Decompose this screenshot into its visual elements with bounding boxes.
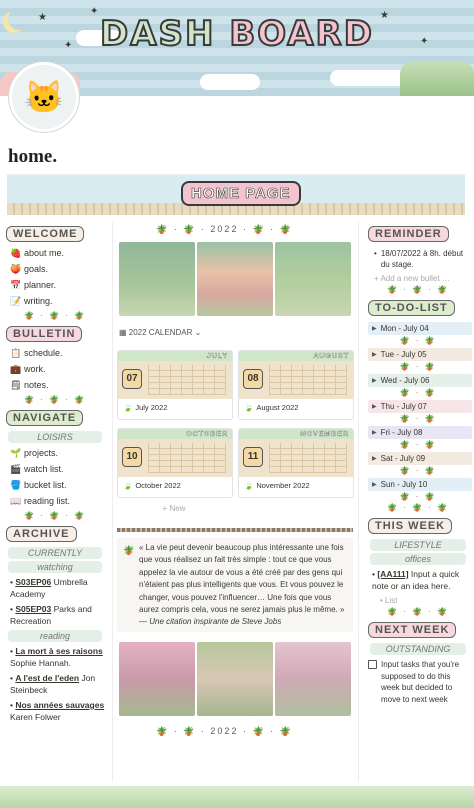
todo-day-toggle[interactable] — [368, 374, 472, 387]
item-title[interactable]: A l'est de l'eden — [15, 673, 80, 683]
homepage-label: HOME PAGE — [181, 181, 301, 206]
link-goals[interactable] — [10, 261, 110, 277]
divider-line — [117, 528, 353, 532]
avatar[interactable]: 🐱 — [9, 62, 79, 132]
link-notes[interactable] — [10, 377, 110, 393]
calendar-grid — [148, 443, 226, 473]
year-bottom-decoration: 🪴 · 🪴 · 2022 · 🪴 · 🪴 — [156, 726, 293, 736]
link-label: reading list. — [24, 496, 71, 506]
reminder-item: • 18/07/2022 à 8h. début du stage. — [374, 249, 464, 269]
toggle-triangle-icon[interactable]: ▶ — [372, 378, 377, 384]
page-icon: 🍑 — [10, 264, 22, 274]
card-cover — [239, 429, 353, 477]
cloud-icon — [200, 74, 260, 90]
link-planner[interactable] — [10, 277, 110, 293]
task-checkbox-row[interactable]: Input tasks that you're supposed to do this week but decided to move to next week — [368, 659, 470, 705]
link-label: projects. — [24, 448, 59, 458]
calendar-grid — [269, 443, 347, 473]
calendar-card[interactable] — [117, 350, 233, 420]
todo-day-toggle[interactable] — [368, 452, 472, 465]
todo-day-toggle[interactable] — [368, 400, 472, 413]
add-bullet[interactable]: + Add a new bullet … — [374, 274, 450, 283]
page-icon: 🗒 — [10, 380, 22, 390]
list-item-placeholder[interactable]: • List — [380, 596, 398, 605]
link-about-me[interactable] — [10, 245, 110, 261]
divider-decoration: 🪴 · 🪴 — [399, 362, 437, 371]
toggle-triangle-icon[interactable]: ▶ — [372, 326, 377, 332]
leaf-icon: 🍃 — [123, 403, 133, 412]
card-month: OCTOBER — [186, 431, 228, 438]
page-icon: 📖 — [10, 496, 22, 506]
footer-grass — [0, 786, 474, 808]
todo-list — [362, 322, 474, 501]
divider-decoration: 🪴 · 🪴 · 🪴 — [386, 503, 450, 512]
leaf-icon: 🍃 — [123, 481, 133, 490]
toggle-triangle-icon[interactable]: ▶ — [372, 404, 377, 410]
quote-callout: 🪴 « La vie peut devenir beaucoup plus intéressante une fois que vous réalisez un fait très simple : tout ce que vous appelez la vie autour de vous a été créé par des gens qui n'étaient pas plus intelligents que vous. Et vous pouvez le changer, vous pouvez l'influencer… Une fois que vous aurez compris cela, vous ne serez jamais plus le même. » — Une citation inspirante de Steve Jobs — [117, 538, 353, 632]
item-title[interactable]: S03EP06 — [15, 577, 52, 587]
toggle-triangle-icon[interactable]: ▶ — [372, 430, 377, 436]
reminder-list — [362, 248, 474, 270]
card-title: October 2022 — [135, 481, 181, 490]
nextweek-header: NEXT WEEK — [368, 622, 456, 638]
link-schedule[interactable] — [10, 345, 110, 361]
card-month: NOVEMBER — [300, 431, 349, 438]
divider-decoration: 🪴 · 🪴 — [399, 492, 437, 501]
left-column — [0, 222, 110, 726]
toggle-triangle-icon[interactable]: ▶ — [372, 456, 377, 462]
watching-label: watching — [8, 561, 102, 573]
todo-day-label: Fri - July 08 — [380, 428, 423, 437]
toggle-triangle-icon[interactable]: ▶ — [372, 352, 377, 358]
lifestyle-label: LIFESTYLE — [370, 539, 466, 551]
reading-list — [0, 645, 110, 723]
checkbox[interactable] — [368, 660, 377, 669]
calendar-card[interactable] — [238, 350, 354, 420]
card-month: JULY — [206, 353, 228, 360]
todo-day-label: Tue - July 05 — [380, 350, 427, 359]
item-detail: Umbrella Academy — [10, 577, 88, 599]
item-title[interactable]: [AA111] — [377, 569, 409, 579]
moon-icon — [8, 8, 30, 30]
year-top-decoration: 🪴 · 🪴 · 2022 · 🪴 · 🪴 — [156, 224, 293, 234]
link-work[interactable] — [10, 361, 110, 377]
bulletin-list — [0, 345, 110, 393]
calendar-grid — [148, 365, 226, 395]
star-icon: ✦ — [90, 6, 99, 17]
star-icon: ✦ — [64, 40, 73, 51]
link-reading-list[interactable] — [10, 493, 110, 509]
page-icon: 🍓 — [10, 248, 22, 258]
photo-friends — [275, 642, 351, 716]
calendar-view-label[interactable]: ▦ 2022 CALENDAR ⌄ — [119, 328, 202, 337]
list-item: • La mort à ses raisons Sophie Hannah. — [10, 646, 103, 668]
link-label: writing. — [24, 296, 53, 306]
outstanding-label: OUTSTANDING — [370, 643, 466, 655]
welcome-list — [0, 245, 110, 309]
list-item: • [AA111] Input a quick note or an idea here. — [372, 569, 460, 591]
card-caption — [118, 399, 232, 416]
card-caption — [239, 477, 353, 494]
todo-day-label: Mon - July 04 — [380, 324, 429, 333]
photo-field — [275, 242, 351, 316]
todo-day-toggle[interactable] — [368, 322, 472, 335]
divider-decoration: 🪴 · 🪴 · 🪴 — [386, 607, 450, 616]
todo-day-label: Wed - July 06 — [380, 376, 430, 385]
divider-decoration: 🪴 · 🪴 · 🪴 — [23, 395, 87, 404]
card-title: November 2022 — [256, 481, 310, 490]
item-title[interactable]: La mort à ses raisons — [15, 646, 103, 656]
calendar-grid — [269, 365, 347, 395]
page-icon: 📅 — [10, 280, 22, 290]
todo-day-toggle[interactable] — [368, 478, 472, 491]
link-label: watch list. — [24, 464, 64, 474]
divider-decoration: 🪴 · 🪴 · 🪴 — [23, 511, 87, 520]
reminder-header: REMINDER — [368, 226, 449, 242]
card-caption — [239, 399, 353, 416]
leaf-icon: 🍃 — [244, 481, 254, 490]
page-icon: 📋 — [10, 348, 22, 358]
watching-list — [0, 576, 110, 627]
link-label: planner. — [24, 280, 57, 290]
column-divider — [358, 222, 359, 782]
item-detail: Karen Folwer — [10, 712, 61, 722]
column-divider — [112, 222, 113, 782]
item-detail: Input a quick note or an idea here. — [372, 569, 460, 591]
link-projects[interactable] — [10, 445, 110, 461]
divider-decoration: 🪴 · 🪴 · 🪴 — [386, 285, 450, 294]
callout-icon: 🪴 — [123, 545, 135, 555]
bulletin-header: BULLETIN — [6, 326, 82, 342]
link-label: work. — [24, 364, 46, 374]
photo-tree — [197, 642, 273, 716]
star-icon: ★ — [380, 10, 389, 21]
thisweek-header: THIS WEEK — [368, 518, 452, 534]
todo-day-label: Thu - July 07 — [380, 402, 427, 411]
card-cover — [239, 351, 353, 399]
divider-decoration: 🪴 · 🪴 — [399, 440, 437, 449]
link-label: goals. — [24, 264, 49, 274]
right-column — [362, 222, 474, 705]
offices-label: offices — [370, 553, 466, 565]
divider-decoration: 🪴 · 🪴 — [399, 414, 437, 423]
list-item: • Nos années sauvages Karen Folwer — [10, 700, 105, 722]
link-label: about me. — [24, 248, 65, 258]
divider-decoration: 🪴 · 🪴 — [399, 336, 437, 345]
card-title: August 2022 — [256, 403, 299, 412]
link-bucket-list[interactable] — [10, 477, 110, 493]
card-month-number: 11 — [243, 447, 263, 467]
thisweek-list — [362, 568, 474, 592]
reading-label: reading — [8, 630, 102, 642]
archive-header: ARCHIVE — [6, 526, 77, 542]
star-icon: ✦ — [420, 36, 429, 47]
todo-header: TO-DO-LIST — [368, 300, 455, 316]
star-icon: ★ — [38, 12, 47, 23]
card-cover — [118, 429, 232, 477]
currently-label: CURRENTLY — [8, 547, 102, 559]
page-icon: 🪣 — [10, 480, 22, 490]
loisirs-label: LOISIRS — [8, 431, 102, 443]
todo-day-label: Sat - July 09 — [380, 454, 426, 463]
leaf-icon: 🍃 — [244, 403, 254, 412]
link-watch-list[interactable] — [10, 461, 110, 477]
page-icon: 🌱 — [10, 448, 22, 458]
list-item: • A l'est de l'eden Jon Steinbeck — [10, 673, 96, 695]
page-icon: 📝 — [10, 296, 22, 306]
dashboard-title: DASH BOARD — [100, 14, 374, 54]
divider-decoration: 🪴 · 🪴 — [399, 466, 437, 475]
page-title: home. — [8, 146, 58, 167]
homepage-strip — [7, 174, 465, 215]
welcome-header: WELCOME — [6, 226, 84, 242]
todo-day-label: Sun - July 10 — [380, 480, 428, 489]
new-button[interactable]: + New — [162, 504, 186, 513]
list-item: • S03EP06 Umbrella Academy — [10, 577, 88, 599]
toggle-triangle-icon[interactable]: ▶ — [372, 482, 377, 488]
navigate-header: NAVIGATE — [6, 410, 83, 426]
link-label: schedule. — [24, 348, 63, 358]
card-title: July 2022 — [135, 403, 168, 412]
item-title[interactable]: Nos années sauvages — [15, 700, 105, 710]
card-month-number: 10 — [122, 447, 142, 467]
item-title[interactable]: S05EP03 — [15, 604, 52, 614]
calendar-card[interactable] — [238, 428, 354, 498]
link-label: notes. — [24, 380, 49, 390]
card-month: AUGUST — [313, 353, 349, 360]
divider-decoration: 🪴 · 🪴 · 🪴 — [23, 311, 87, 320]
photo-group — [119, 642, 195, 716]
todo-day-toggle[interactable] — [368, 426, 472, 439]
item-detail: Sophie Hannah. — [10, 658, 71, 668]
page-icon: 💼 — [10, 364, 22, 374]
item-detail: Jon Steinbeck — [10, 673, 96, 695]
photo-garden — [119, 242, 195, 316]
divider-decoration: 🪴 · 🪴 — [399, 388, 437, 397]
calendar-card[interactable] — [117, 428, 233, 498]
item-detail: Parks and Recreation — [10, 604, 92, 626]
card-month-number: 08 — [243, 369, 263, 389]
navigate-list — [0, 445, 110, 509]
link-label: bucket list. — [24, 480, 67, 490]
todo-day-toggle[interactable] — [368, 348, 472, 361]
card-caption — [118, 477, 232, 494]
link-writing[interactable] — [10, 293, 110, 309]
page-icon: 🎬 — [10, 464, 22, 474]
grass-decoration — [400, 62, 474, 96]
cloud-icon — [330, 70, 410, 86]
card-cover — [118, 351, 232, 399]
card-month-number: 07 — [122, 369, 142, 389]
list-item: • S05EP03 Parks and Recreation — [10, 604, 92, 626]
photo-portrait — [197, 242, 273, 316]
